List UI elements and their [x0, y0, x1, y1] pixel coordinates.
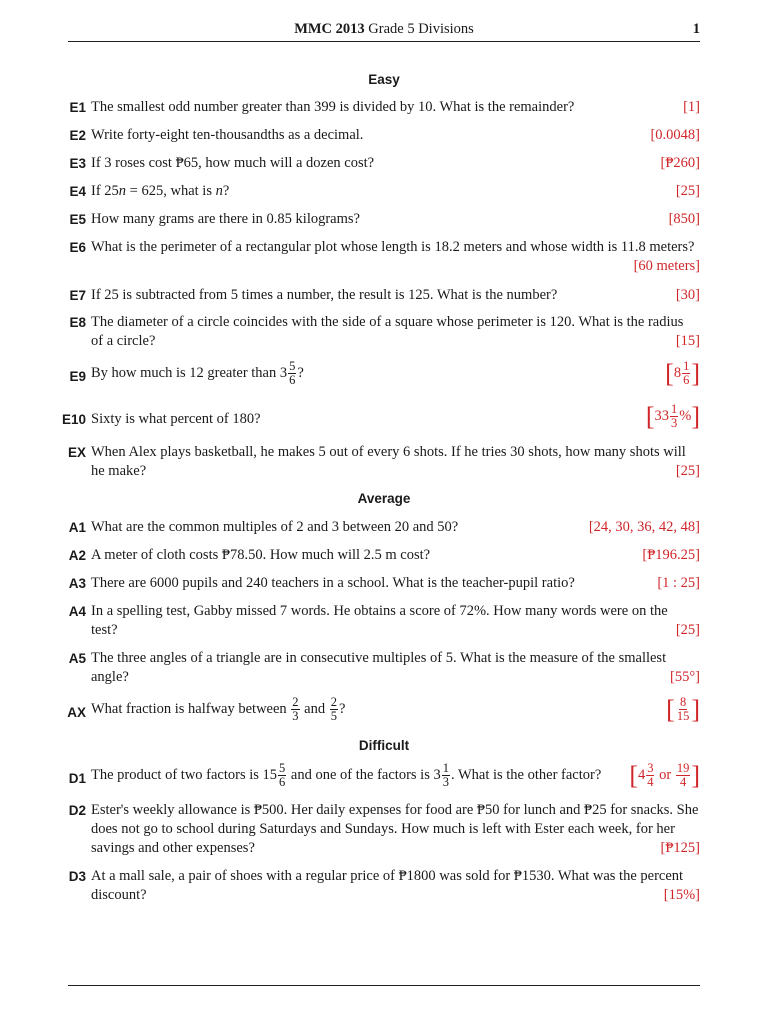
problem-AX [54, 694, 700, 732]
problem-text: How many grams are there in 0.85 kilograms? [91, 211, 360, 227]
problem-id: D2 [68, 803, 86, 818]
problem-text: What is the perimeter of a rectangular plot whose length is 18.2 meters and whose width is 11.8 meters? [91, 239, 695, 255]
problem-text: What fraction is halfway between $\frac{2}{3}$ and $\frac{2}{5}$ ? [91, 695, 346, 723]
problem-answer: [15] [675, 333, 700, 349]
problem-id: E1 [69, 100, 86, 115]
problem-answer: [1 : 25] [657, 575, 700, 591]
problem-answer: [ 33 $\frac{1}{3}$ % ] [645, 401, 700, 431]
problem-text: If 3 roses cost ₱65, how much will a dozen cost? [91, 155, 375, 171]
problem-id: D1 [68, 771, 86, 786]
problem-answer: [ 8 $\frac{1}{6}$ ] [665, 358, 700, 388]
problem-answer: [1] [683, 99, 700, 115]
problem-D1 [54, 760, 700, 798]
problem-id: EX [67, 445, 86, 460]
problem-E10 [54, 401, 700, 439]
problem-answer: [60 meters] [633, 258, 700, 274]
problem-id: E3 [69, 156, 86, 171]
section-heading-easy: Easy [368, 72, 400, 87]
problem-E9 [54, 358, 700, 396]
problem-text: Write forty-eight ten-thousandths as a decimal. [91, 127, 364, 143]
page-header [68, 21, 700, 42]
problem-id: A2 [68, 548, 86, 563]
problem-id: A5 [68, 651, 86, 666]
problem-text: When Alex plays basketball, he makes 5 out of every 6 shots. If he tries 30 shots, how many shots will he make? [91, 444, 686, 479]
fraction: $\frac{5}{6}$ [289, 359, 296, 387]
problem-text: There are 6000 pupils and 240 teachers in a school. What is the teacher-pupil ratio? [91, 575, 575, 591]
problem-id: E4 [69, 184, 86, 199]
problem-answer: [25] [675, 622, 700, 638]
problem-text: By how much is 12 greater than 3 $\frac{5}{6}$ ? [91, 359, 304, 387]
problem-answer: [ 4 $\frac{3}{4}$ or $\frac{19}{4}$ ] [629, 760, 700, 790]
problem-answer: [25] [675, 463, 700, 479]
problem-text: What are the common multiples of 2 and 3 between 20 and 50? [91, 519, 459, 535]
problem-id: A1 [68, 520, 86, 535]
problem-id: AX [67, 705, 86, 720]
problem-answer: [850] [668, 211, 700, 227]
problem-answer: [ $\frac{8}{15}$ ] [666, 694, 700, 724]
section-heading-average: Average [357, 491, 411, 506]
problem-id: E10 [61, 412, 86, 427]
footer-rule [68, 985, 700, 986]
problem-text: In a spelling test, Gabby missed 7 words. He obtains a score of 72%. How many words were on the test? [91, 603, 668, 638]
problem-id: E5 [69, 212, 86, 227]
header-title: MMC 2013 Grade 5 Divisions [294, 21, 474, 37]
problem-text: The diameter of a circle coincides with the side of a square whose perimeter is 120. What is the radius of a circle? [91, 314, 684, 349]
problem-text: Ester's weekly allowance is ₱500. Her daily expenses for food are ₱50 for lunch and ₱25 for snacks. She does not go to school during Saturdays and Sundays. How much is left with Ester each week, for her savings and other expenses? [91, 802, 699, 856]
problem-text: A meter of cloth costs ₱78.50. How much will 2.5 m cost? [91, 547, 431, 563]
problem-text: At a mall sale, a pair of shoes with a regular price of ₱1800 was sold for ₱1530. What was the percent discount? [91, 868, 684, 903]
problem-text: The three angles of a triangle are in consecutive multiples of 5. What is the measure of the smallest angle? [91, 650, 667, 685]
problem-answer: [₱196.25] [642, 547, 700, 563]
problem-id: E9 [69, 369, 86, 384]
problem-answer: [55°] [670, 669, 700, 685]
problem-id: D3 [68, 869, 86, 884]
problem-id: A4 [68, 604, 86, 619]
problem-id: E6 [69, 240, 86, 255]
problem-answer: [30] [675, 287, 700, 303]
problem-text: If 25n = 625, what is n? [91, 183, 230, 199]
problem-text: The product of two factors is 15 $\frac{5}{6}$ and one of the factors is 3 $\frac{1}{3}$ . What is the other factor? [91, 761, 602, 789]
problem-answer: [15%] [663, 887, 700, 903]
problem-text: If 25 is subtracted from 5 times a number, the result is 125. What is the number? [91, 287, 558, 303]
page-number: 1 [692, 21, 700, 37]
problem-answer: [24, 30, 36, 42, 48] [588, 519, 700, 535]
problem-id: E8 [69, 315, 86, 330]
problem-answer: [25] [675, 183, 700, 199]
problem-text: The smallest odd number greater than 399 is divided by 10. What is the remainder? [91, 99, 575, 115]
problem-text: Sixty is what percent of 180? [91, 411, 261, 427]
problem-answer: [₱125] [660, 840, 700, 856]
problem-id: E2 [69, 128, 86, 143]
problem-id: A3 [68, 576, 86, 591]
problem-answer: [₱260] [660, 155, 700, 171]
section-heading-difficult: Difficult [358, 738, 410, 753]
problem-id: E7 [69, 288, 86, 303]
problem-answer: [0.0048] [650, 127, 700, 143]
